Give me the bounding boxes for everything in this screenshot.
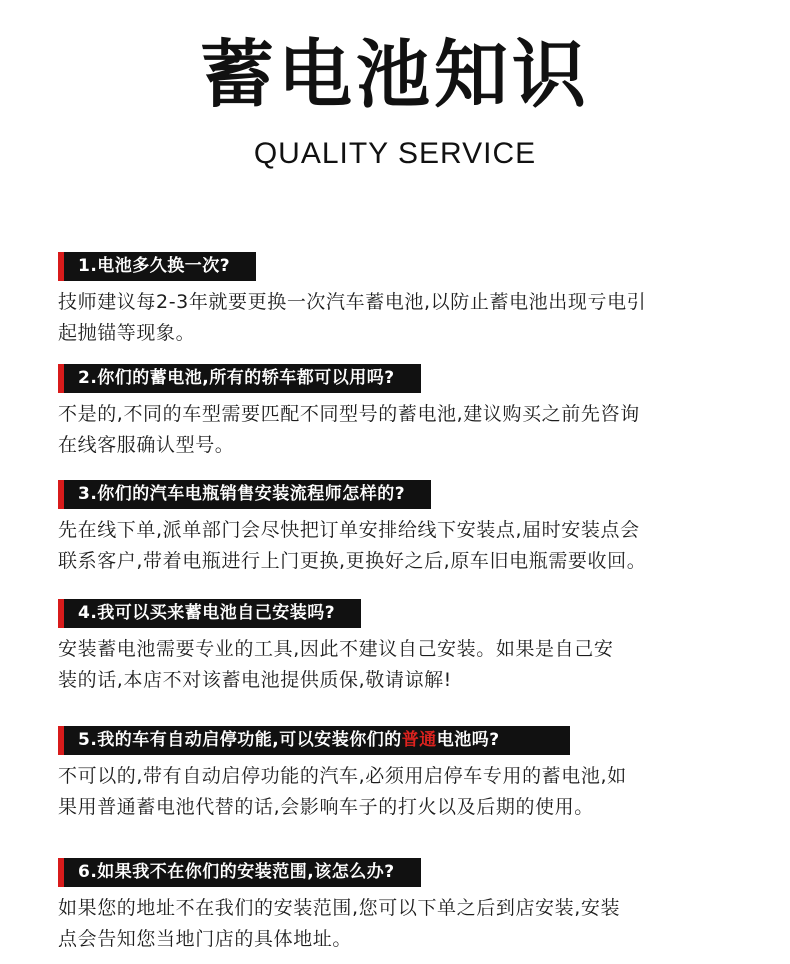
question-bar: [58, 480, 431, 509]
question-bar: [58, 726, 570, 755]
question-highlight: 普通: [401, 730, 437, 750]
question-bar: [58, 599, 361, 628]
answer-text: [58, 399, 758, 461]
answer-text: [58, 287, 758, 349]
faq-item-4: [58, 599, 758, 696]
answer-line: 果用普通蓄电池代替的话,会影响车子的打火以及后期的使用。: [58, 796, 594, 818]
faq-item-5: [58, 726, 758, 823]
page-title: 蓄电池知识: [200, 32, 590, 118]
question-text: 3.你们的汽车电瓶销售安装流程师怎样的?: [78, 484, 406, 504]
question-bar: [58, 252, 256, 281]
answer-line: 装的话,本店不对该蓄电池提供质保,敬请谅解!: [58, 669, 452, 691]
answer-line: 安装蓄电池需要专业的工具,因此不建议自己安装。如果是自己安: [58, 638, 614, 660]
question-text: 4.我可以买来蓄电池自己安装吗?: [78, 603, 336, 623]
question-text: 6.如果我不在你们的安装范围,该怎么办?: [78, 862, 395, 882]
answer-line: 不是的,不同的车型需要匹配不同型号的蓄电池,建议购买之前先咨询: [58, 403, 640, 425]
question-text: 电池吗?: [436, 730, 500, 750]
faq-item-6: [58, 858, 758, 955]
question-bar: [58, 364, 421, 393]
answer-line: 联系客户,带着电瓶进行上门更换,更换好之后,原车旧电瓶需要收回。: [58, 550, 647, 572]
answer-text: [58, 515, 758, 577]
answer-line: 在线客服确认型号。: [58, 434, 235, 456]
answer-line: 先在线下单,派单部门会尽快把订单安排给线下安装点,届时安装点会: [58, 519, 640, 541]
question-text: 5.我的车有自动启停功能,可以安装你们的: [78, 730, 402, 750]
answer-line: 起抛锚等现象。: [58, 322, 196, 344]
faq-item-3: [58, 480, 758, 577]
page-subtitle: QUALITY SERVICE: [253, 137, 537, 170]
question-bar: [58, 858, 421, 887]
answer-line: 不可以的,带有自动启停功能的汽车,必须用启停车专用的蓄电池,如: [58, 765, 627, 787]
faq-item-2: [58, 364, 758, 461]
answer-line: 点会告知您当地门店的具体地址。: [58, 928, 353, 950]
answer-text: [58, 634, 758, 696]
answer-text: [58, 893, 758, 955]
answer-line: 技师建议每2-3年就要更换一次汽车蓄电池,以防止蓄电池出现亏电引: [58, 291, 647, 313]
question-text: 2.你们的蓄电池,所有的轿车都可以用吗?: [78, 368, 395, 388]
answer-line: 如果您的地址不在我们的安装范围,您可以下单之后到店安装,安装: [58, 897, 621, 919]
answer-text: [58, 761, 758, 823]
faq-item-1: [58, 252, 758, 349]
question-text: 1.电池多久换一次?: [78, 256, 231, 276]
